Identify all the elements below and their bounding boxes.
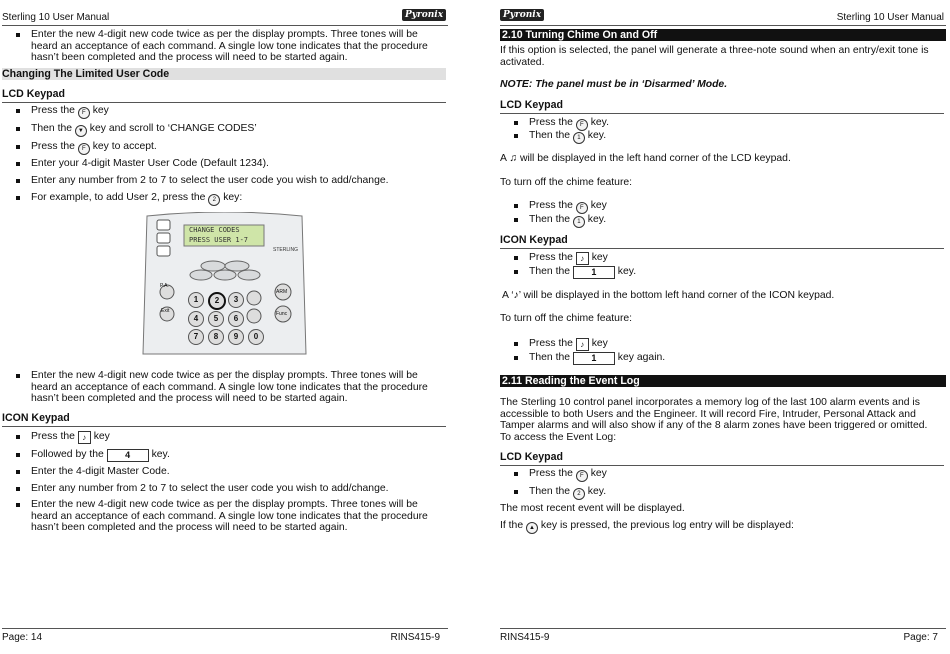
func-key-icon: F bbox=[78, 143, 90, 155]
func-key-icon: F bbox=[78, 107, 90, 119]
paragraph: A ‘♪’ will be displayed in the bottom left hand corner of the ICON keypad. bbox=[502, 290, 835, 301]
keypad-key: 4 bbox=[188, 311, 204, 327]
list-item: Enter the new 4-digit new code twice as per the display prompts. Three tones will be heard an acceptance of each command. A single low tone indicates that the procedure hasn’t been completed and the process will need to be started again. bbox=[18, 499, 446, 534]
left-header-title: Sterling 10 User Manual bbox=[2, 12, 110, 23]
list-item: Then the 1 key. bbox=[516, 266, 944, 279]
keypad-lcd-line2: PRESS USER 1-7 bbox=[189, 236, 249, 244]
section-title: 2.11 Reading the Event Log bbox=[500, 375, 946, 387]
keypad-key: 1 bbox=[188, 292, 204, 308]
lcd-keypad-heading: LCD Keypad bbox=[2, 88, 446, 103]
list-item: Then the 1 key again. bbox=[516, 352, 944, 365]
scroll-up-key-icon: ▲ bbox=[526, 522, 538, 534]
paragraph: If the ▲ key is pressed, the previous log entry will be displayed: bbox=[500, 520, 940, 534]
right-footer bbox=[500, 628, 946, 646]
list-item: Press the F key bbox=[516, 468, 944, 482]
left-footer bbox=[2, 628, 448, 646]
list-item: Enter the new 4-digit new code twice as per the display prompts. Three tones will be heard an acceptance of each command. A single low tone indicates that the procedure hasn’t been completed and the process will need to be started again. bbox=[18, 370, 446, 405]
keypad-key: 3 bbox=[228, 292, 244, 308]
left-header bbox=[2, 9, 448, 26]
right-doc-ref: RINS415-9 bbox=[500, 632, 550, 643]
key-2-icon: 2 bbox=[208, 194, 220, 206]
list-item: Enter any number from 2 to 7 to select the user code you wish to add/change. bbox=[18, 175, 446, 187]
keypad-pa-label: P.A. bbox=[160, 283, 169, 289]
keypad-key: 6 bbox=[228, 311, 244, 327]
paragraph: A ♫ will be displayed in the left hand corner of the LCD keypad. bbox=[500, 153, 791, 164]
right-page-number: Page: 7 bbox=[903, 632, 938, 643]
lcd-keypad-heading: LCD Keypad bbox=[500, 99, 944, 114]
right-header-title: Sterling 10 User Manual bbox=[836, 12, 944, 23]
keypad-key: 5 bbox=[208, 311, 224, 327]
list-item: Then the 1 key. bbox=[516, 214, 944, 228]
keypad-arm-label: ARM bbox=[276, 289, 288, 295]
left-page-number: Page: 14 bbox=[2, 632, 43, 643]
paragraph: To turn off the chime feature: bbox=[500, 177, 633, 188]
list-item: Press the F key bbox=[516, 200, 944, 214]
chime-key-icon: ♪ bbox=[576, 338, 589, 351]
chime-icon: ♫ bbox=[509, 153, 518, 164]
list-item: Enter the 4-digit Master Code. bbox=[18, 466, 446, 478]
chime-key-icon: ♪ bbox=[78, 431, 91, 444]
list-item: Press the ♪ key bbox=[18, 431, 446, 444]
section-title: 2.10 Turning Chime On and Off bbox=[500, 29, 946, 41]
key-4-box: 4 bbox=[107, 449, 149, 462]
icon-keypad-heading: ICON Keypad bbox=[2, 412, 446, 427]
paragraph: To turn off the chime feature: bbox=[500, 313, 633, 324]
list-item: Press the ♪ key bbox=[516, 338, 944, 351]
left-doc-ref: RINS415-9 bbox=[390, 632, 440, 643]
left-page bbox=[2, 0, 448, 654]
keypad-brand: STERLING bbox=[273, 247, 299, 253]
pyronix-logo: Pyronix bbox=[402, 9, 446, 21]
section-title: Changing The Limited User Code bbox=[2, 68, 446, 80]
list-item: Press the F key bbox=[18, 105, 446, 119]
key-2-icon: 2 bbox=[573, 488, 585, 500]
lcd-keypad-illustration bbox=[141, 212, 308, 358]
paragraph: The Sterling 10 control panel incorporates a memory log of the last 100 alarm events and is accessible to both Users and the Engineer. It will record Fire, Intruder, Personal Attack and Tamper alarms and will also show if any of the 8 alarm zones have been triggered or omitted. To access the Event Log: bbox=[500, 397, 928, 443]
right-header bbox=[500, 9, 946, 26]
list-item: Enter the new 4-digit new code twice as per the display prompts. Three tones will be heard an acceptance of each command. A single low tone indicates that the procedure hasn’t been completed and the process will need to be started again. bbox=[18, 29, 446, 64]
right-page bbox=[500, 0, 946, 654]
list-item: Then the 2 key. bbox=[516, 486, 944, 500]
list-item: Then the 1 key. bbox=[516, 130, 944, 144]
paragraph: If this option is selected, the panel will generate a three-note sound when an entry/exit tone is activated. bbox=[500, 45, 929, 68]
chime-key-icon: ♪ bbox=[576, 252, 589, 265]
list-item: Followed by the 4 key. bbox=[18, 449, 446, 462]
scroll-down-key-icon: ▼ bbox=[75, 125, 87, 137]
list-item: Press the F key to accept. bbox=[18, 141, 446, 155]
key-1-box: 1 bbox=[573, 352, 615, 365]
keypad-key: 2 bbox=[208, 292, 226, 310]
key-1-box: 1 bbox=[573, 266, 615, 279]
pyronix-logo: Pyronix bbox=[500, 9, 544, 21]
keypad-key: 0 bbox=[248, 329, 264, 345]
key-1-icon: 1 bbox=[573, 216, 585, 228]
key-1-icon: 1 bbox=[573, 132, 585, 144]
list-item: Then the ▼ key and scroll to ‘CHANGE CODES’ bbox=[18, 123, 446, 137]
list-item: For example, to add User 2, press the 2 key: bbox=[18, 192, 446, 206]
list-item: Press the F key. bbox=[516, 117, 944, 131]
icon-keypad-heading: ICON Keypad bbox=[500, 234, 944, 249]
keypad-key: 7 bbox=[188, 329, 204, 345]
func-key-icon: F bbox=[576, 202, 588, 214]
keypad-key: 9 bbox=[228, 329, 244, 345]
lcd-keypad-heading: LCD Keypad bbox=[500, 451, 944, 466]
note: NOTE: The panel must be in ‘Disarmed’ Mode. bbox=[500, 79, 728, 90]
keypad-exit-label: Exit bbox=[161, 308, 170, 314]
keypad-lcd-line1: CHANGE CODES bbox=[189, 226, 240, 234]
list-item: Press the ♪ key bbox=[516, 252, 944, 265]
func-key-icon: F bbox=[576, 119, 588, 131]
paragraph: The most recent event will be displayed. bbox=[500, 503, 685, 514]
keypad-func-label: Func bbox=[276, 311, 288, 317]
list-item: Enter any number from 2 to 7 to select the user code you wish to add/change. bbox=[18, 483, 446, 495]
list-item: Enter your 4-digit Master User Code (Default 1234). bbox=[18, 158, 446, 170]
keypad-key: 8 bbox=[208, 329, 224, 345]
func-key-icon: F bbox=[576, 470, 588, 482]
